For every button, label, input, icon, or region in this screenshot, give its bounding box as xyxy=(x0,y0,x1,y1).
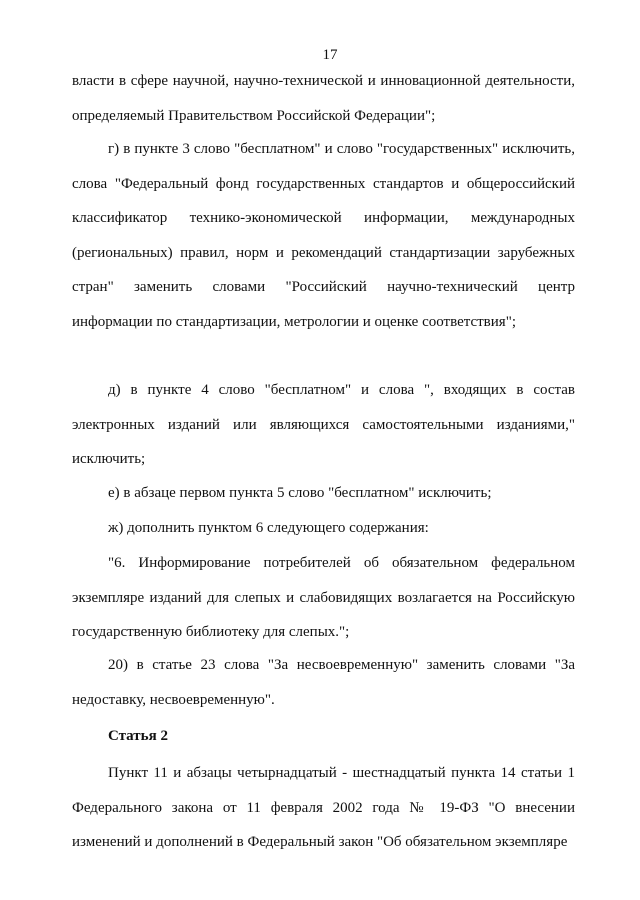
paragraph-text: г) в пункте 3 слово "бесплатном" и слово "государственных" исключить, слова "Федеральный фонд государственных стандартов и общероссийский классификатор технико-экономической информации, международных (региональных) правил, норм и рекомендаций стандартизации зарубежных стран" заменить словами "Российский научно-технический центр информации по стандартизации, метрологии и оценке соответствия"; xyxy=(72,141,575,330)
paragraph-text: Пункт 11 и абзацы четырнадцатый - шестнадцатый пункта 14 статьи 1 Федерального закона от 11 февраля 2002 года № 19-ФЗ "О внесении изменений и дополнений в Федеральный закон "Об обязательном экземпляре xyxy=(72,765,575,850)
paragraph-text: е) в абзаце первом пункта 5 слово "бесплатном" исключить; xyxy=(108,485,492,501)
para-item-g xyxy=(72,132,575,339)
article-heading xyxy=(72,719,575,754)
paragraph-text: "6. Информирование потребителей об обязательном федеральном экземпляре изданий для слепых и слабовидящих возлагается на Российскую государственную библиотеку для слепых."; xyxy=(72,555,575,640)
paragraph-text: власти в сфере научной, научно-технической и инновационной деятельности, определяемый Правительством Российской Федерации"; xyxy=(72,73,575,124)
para-quoted-item-6 xyxy=(72,546,575,650)
paragraph-text: 20) в статье 23 слова "За несвоевременную" заменить словами "За недоставку, несвоевременную". xyxy=(72,657,575,708)
paragraph-text: ж) дополнить пунктом 6 следующего содержания: xyxy=(108,520,429,536)
para-item-20 xyxy=(72,648,575,717)
para-item-e xyxy=(72,476,575,511)
paragraph-text: д) в пункте 4 слово "бесплатном" и слова ", входящих в состав электронных изданий или являющихся самостоятельными изданиями," исключить; xyxy=(72,382,575,467)
para-article-2-body xyxy=(72,756,575,860)
article-2-title: Статья 2 xyxy=(108,728,168,744)
para-continuation xyxy=(72,64,575,133)
page-number: 17 xyxy=(322,47,338,63)
para-item-zh xyxy=(72,511,575,546)
para-item-d xyxy=(72,373,575,477)
